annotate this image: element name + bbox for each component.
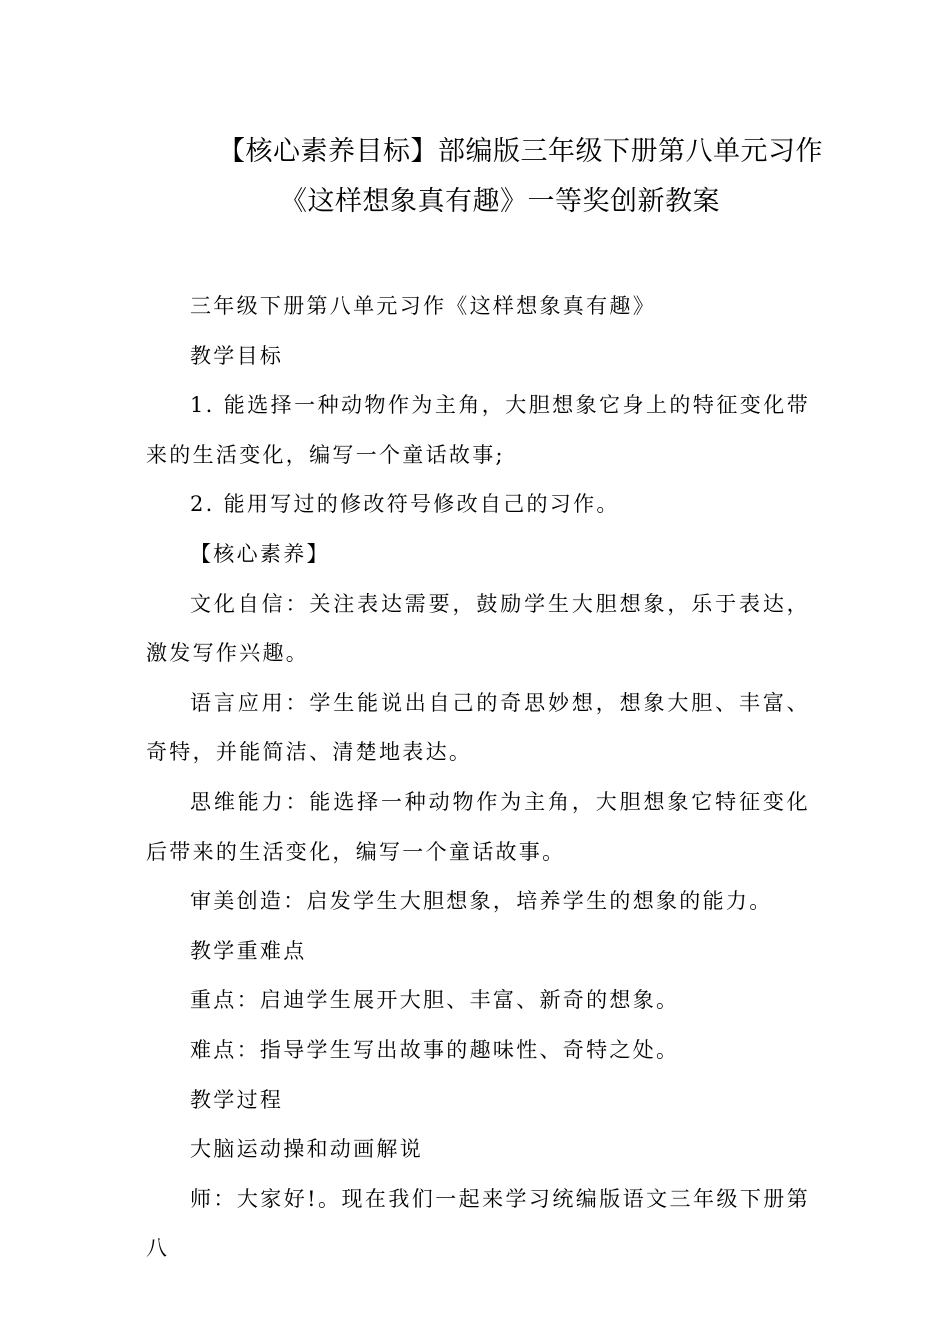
paragraph-core-literacy-heading: 【核心素养】 (190, 541, 330, 566)
paragraph-teaching-goals-heading: 教学目标 (190, 343, 284, 368)
paragraph-goal-1: 1. 能选择一种动物作为主角，大胆想象它身上的特征变化带来的生活变化，编写一个童话故事; (146, 393, 810, 467)
paragraph-cultural-confidence: 文化自信：关注表达需要，鼓励学生大胆想象，乐于表达，激发写作兴趣。 (146, 591, 810, 666)
document-title-line-1: 【核心素养目标】部编版三年级下册第八单元习作 (218, 136, 823, 167)
paragraph-unit-heading: 三年级下册第八单元习作《这样想象真有趣》 (190, 294, 656, 318)
paragraph-key-points-heading: 教学重难点 (190, 938, 307, 963)
paragraph-language-application: 语言应用：学生能说出自己的奇思妙想，想象大胆、丰富、奇特，并能简洁、清楚地表达。 (146, 690, 810, 765)
document-body (146, 282, 810, 1274)
paragraph-thinking-ability: 思维能力：能选择一种动物作为主角，大胆想象它特征变化后带来的生活变化，编写一个童话故事。 (146, 789, 810, 864)
paragraph-goal-2: 2. 能用写过的修改符号修改自己的习作。 (190, 492, 620, 517)
paragraph-aesthetic-creation: 审美创造：启发学生大胆想象，培养学生的想象的能力。 (190, 889, 773, 914)
document-title-line-2: 《这样想象真有趣》一等奖创新教案 (280, 186, 720, 217)
paragraph-key-point: 重点：启迪学生展开大胆、丰富、新奇的想象。 (190, 988, 680, 1013)
paragraph-difficulty: 难点：指导学生写出故事的趣味性、奇特之处。 (190, 1037, 680, 1062)
paragraph-warmup-activity: 大脑运动操和动画解说 (190, 1137, 423, 1162)
paragraph-teacher-intro: 师：大家好!。现在我们一起来学习统编版语文三年级下册第八 (146, 1186, 810, 1261)
paragraph-teaching-process-heading: 教学过程 (190, 1087, 284, 1112)
